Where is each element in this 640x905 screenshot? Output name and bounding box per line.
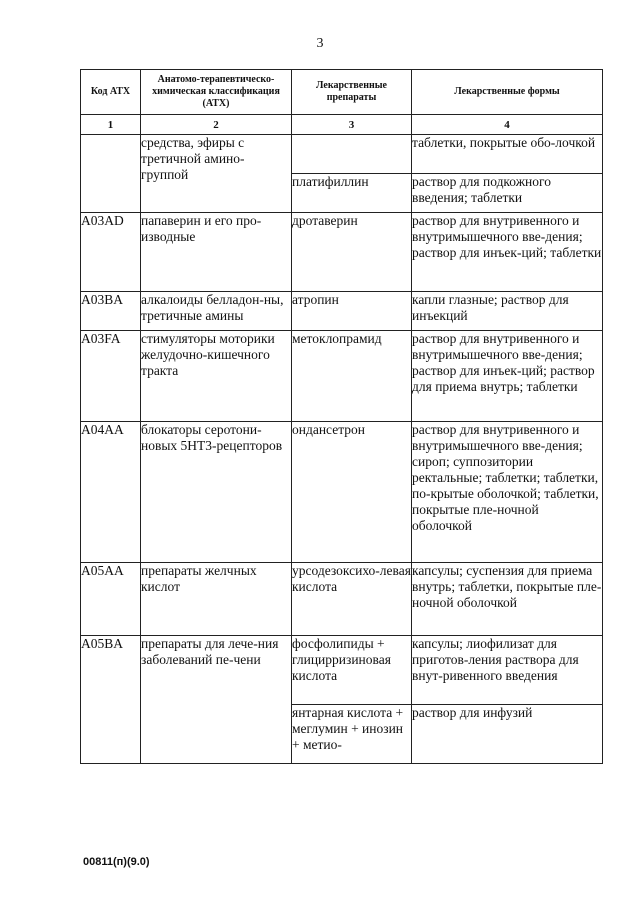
column-number: 2	[141, 115, 292, 135]
forms-cell: капсулы; суспензия для приема внутрь; таблетки, покрытые пле-ночной оболочкой	[412, 563, 603, 636]
classification-cell: папаверин и его про-изводные	[141, 213, 292, 292]
forms-cell: капсулы; лиофилизат для приготов-ления раствора для внут-ривенного введения	[412, 636, 603, 705]
header-code: Код АТХ	[81, 70, 141, 115]
table-row	[81, 213, 603, 292]
drug-cell: платифиллин	[292, 174, 412, 213]
drug-cell: ондансетрон	[292, 422, 412, 563]
atx-code-cell: A03BA	[81, 292, 141, 331]
table-row	[81, 636, 603, 705]
classification-cell: средства, эфиры с третичной амино-группой	[141, 135, 292, 213]
drug-cell: дротаверин	[292, 213, 412, 292]
document-code: 00811(п)(9.0)	[83, 856, 150, 868]
classification-cell: блокаторы серотони-новых 5HT3-рецепторов	[141, 422, 292, 563]
forms-cell: раствор для инфузий	[412, 705, 603, 764]
table-row	[81, 331, 603, 422]
forms-cell: раствор для подкожного введения; таблетки	[412, 174, 603, 213]
column-number: 1	[81, 115, 141, 135]
column-number: 3	[292, 115, 412, 135]
forms-cell: раствор для внутривенного и внутримышечного вве-дения; раствор для инъек-ций; раствор для приема внутрь; таблетки	[412, 331, 603, 422]
table-row	[81, 292, 603, 331]
header-drugs: Лекарственные препараты	[292, 70, 412, 115]
forms-cell: таблетки, покрытые обо-лочкой	[412, 135, 603, 174]
atx-code-cell: A05AA	[81, 563, 141, 636]
header-row	[81, 70, 603, 115]
drug-cell: янтарная кислота + меглумин + инозин + метио-	[292, 705, 412, 764]
table-row	[81, 563, 603, 636]
atx-code-cell: A03FA	[81, 331, 141, 422]
atx-code-cell: A04AA	[81, 422, 141, 563]
drug-cell: фосфолипиды + глицирризиновая кислота	[292, 636, 412, 705]
drug-cell	[292, 135, 412, 174]
forms-cell: раствор для внутривенного и внутримышечного вве-дения; сироп; суппозитории ректальные; таблетки; таблетки, по-крытые оболочкой; таблетки, покрытые пле-ночной оболочкой	[412, 422, 603, 563]
atx-code-cell: A03AD	[81, 213, 141, 292]
atx-code-cell	[81, 135, 141, 213]
column-number-row	[81, 115, 603, 135]
header-classification: Анатомо-терапевтическо-химическая классификация (АТХ)	[141, 70, 292, 115]
forms-cell: капли глазные; раствор для инъекций	[412, 292, 603, 331]
classification-cell: препараты желчных кислот	[141, 563, 292, 636]
column-number: 4	[412, 115, 603, 135]
forms-cell: раствор для внутривенного и внутримышечного вве-дения; раствор для инъек-ций; таблетки	[412, 213, 603, 292]
classification-cell: препараты для лече-ния заболеваний пе-чени	[141, 636, 292, 764]
page-number: 3	[316, 36, 324, 51]
drug-cell: метоклопрамид	[292, 331, 412, 422]
drug-cell: урсодезоксихо-левая кислота	[292, 563, 412, 636]
table-row	[81, 135, 603, 174]
atx-code-cell: A05BA	[81, 636, 141, 764]
drug-cell: атропин	[292, 292, 412, 331]
classification-cell: алкалоиды белладон-ны, третичные амины	[141, 292, 292, 331]
table-row	[81, 422, 603, 563]
classification-cell: стимуляторы моторики желудочно-кишечного тракта	[141, 331, 292, 422]
atx-table	[80, 69, 603, 764]
header-forms: Лекарственные формы	[412, 70, 603, 115]
